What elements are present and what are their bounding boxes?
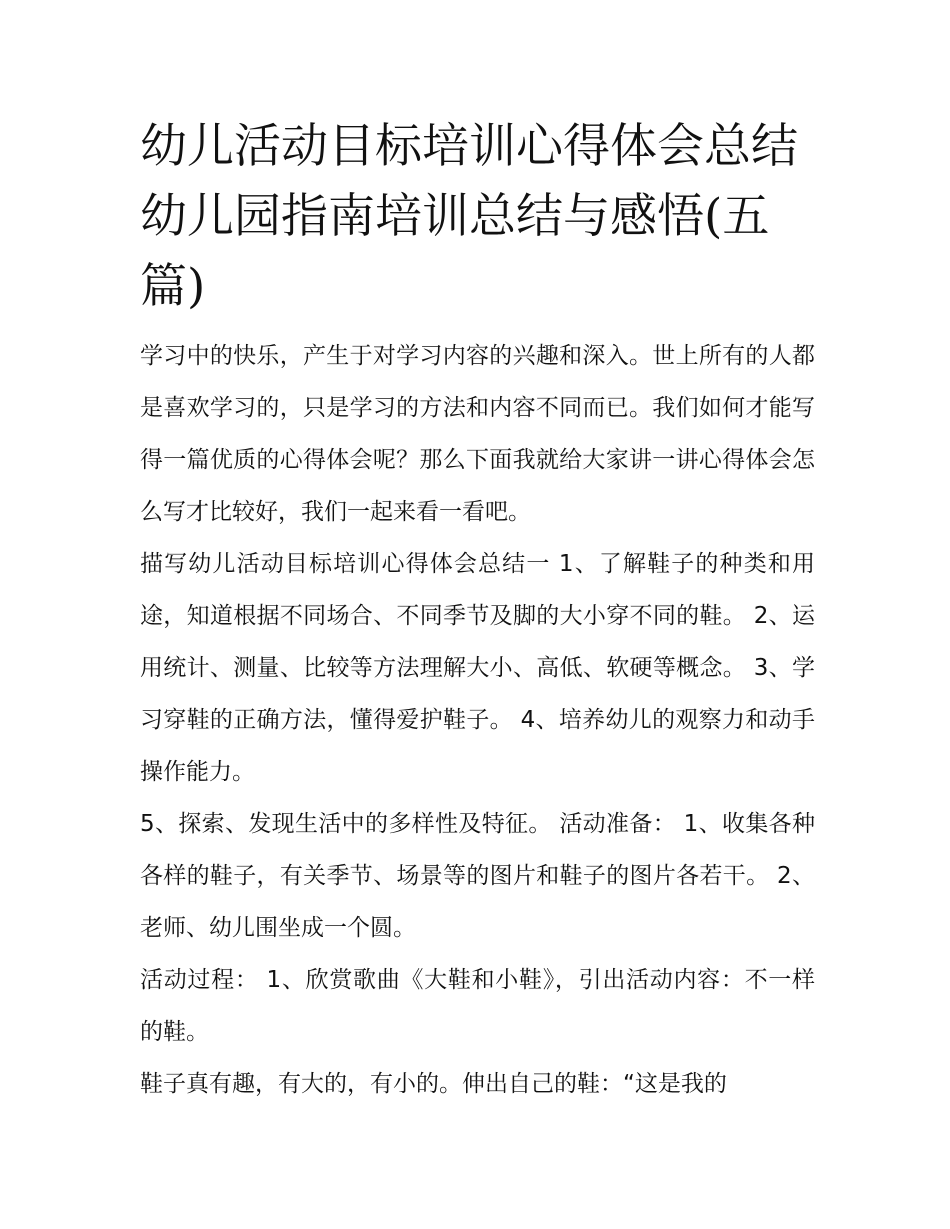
paragraph-preparation: 5、探索、发现生活中的多样性及特征。 活动准备： 1、收集各种各样的鞋子，有关季节、场景等的图片和鞋子的图片各若干。 2、老师、幼儿围坐成一个圆。 — [140, 811, 815, 941]
paragraph-shoes: 鞋子真有趣，有大的，有小的。伸出自己的鞋：“这是我的 — [140, 1071, 727, 1097]
paragraph-objectives: 描写幼儿活动目标培训心得体会总结一 1、了解鞋子的种类和用途，知道根据不同场合、不同季节及脚的大小穿不同的鞋。 2、运用统计、测量、比较等方法理解大小、高低、软硬等概念。 3、学习穿鞋的正确方法，懂得爱护鞋子。 4、培养幼儿的观察力和动手操作能力。 — [140, 551, 815, 785]
paragraph-process: 活动过程： 1、欣赏歌曲《大鞋和小鞋》，引出活动内容：不一样的鞋。 — [140, 967, 815, 1045]
document-body — [140, 112, 815, 1110]
paragraph-intro: 学习中的快乐，产生于对学习内容的兴趣和深入。世上所有的人都是喜欢学习的，只是学习的方法和内容不同而已。我们如何才能写得一篇优质的心得体会呢？那么下面我就给大家讲一讲心得体会怎么写才比较好，我们一起来看一看吧。 — [140, 343, 815, 525]
document-title: 幼儿活动目标培训心得体会总结 幼儿园指南培训总结与感悟(五篇) — [140, 119, 798, 314]
